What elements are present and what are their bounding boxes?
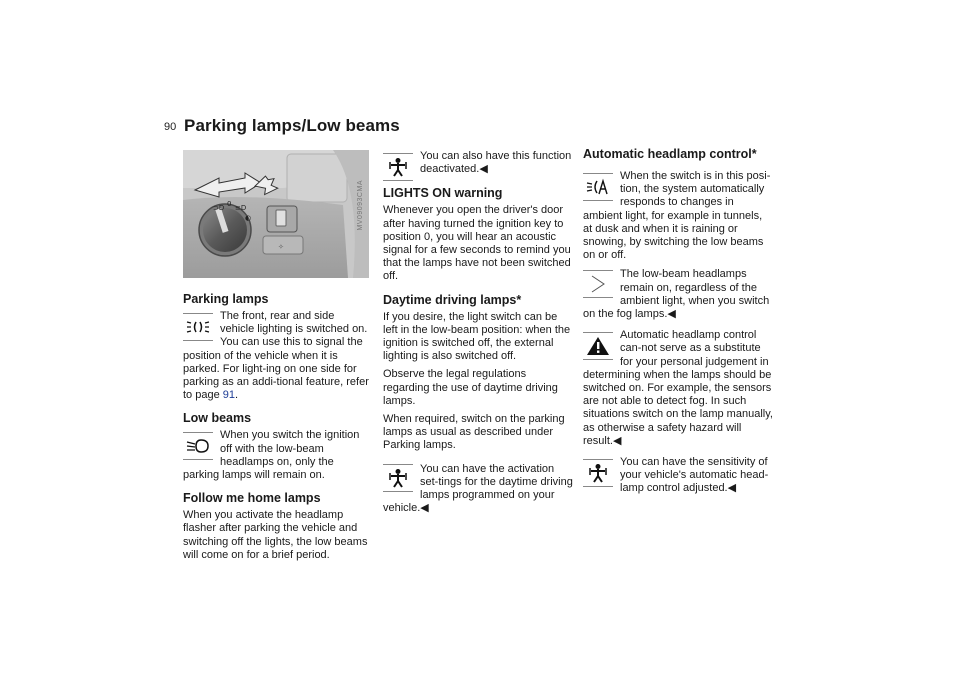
fog-lamp-note: The low-beam headlamps remain on, regardless of the ambient light, when you switch on the fog lamps.◀ bbox=[583, 268, 770, 321]
section-heading-automatic-headlamp-control: Automatic headlamp control* bbox=[583, 147, 757, 161]
svg-text:0: 0 bbox=[227, 200, 232, 208]
section-heading-follow-me-home: Follow me home lamps bbox=[183, 491, 321, 506]
svg-text:◐: ◐ bbox=[245, 214, 252, 222]
light-switch-illustration bbox=[183, 150, 369, 278]
safety-warning-text: Automatic headlamp control can-not serve as a substitute for your personal judgement in determining when the lamps should be switched on. For example, the sensors are not able to detect fog. In such situations switch on the lamp manually, as otherwise a safety hazard will result.◀ bbox=[583, 329, 773, 447]
daytime-text-3: When required, switch on the parking lamps as usual as described under Parking lamps. bbox=[383, 413, 565, 452]
service-person-icon bbox=[383, 464, 413, 492]
low-beam-icon bbox=[183, 432, 213, 460]
follow-me-home-text: When you activate the headlamp flasher after parking the vehicle and switching off the lights, the low beams will come on for a brief period. bbox=[183, 509, 368, 561]
low-beams-text: When you switch the ignition off with the low-beam headlamps on, only the parking lamps will remain on. bbox=[183, 429, 360, 482]
auto-headlamp-text: When the switch is in this posi-tion, the system automatically responds to changes in ambient light, for example in tunnels, at dusk and when it is raining or snowing, by switching the low beams on or off. bbox=[583, 170, 771, 262]
column-2 bbox=[383, 150, 573, 520]
lights-on-warning-text: Whenever you open the driver's door after having turned the ignition key to position 0, you will hear an acoustic signal for a few seconds to remind you that the lamps have not been switched off. bbox=[383, 204, 571, 283]
service-person-icon bbox=[583, 459, 613, 487]
column-1 bbox=[183, 150, 369, 567]
page-title: Parking lamps/Low beams bbox=[184, 116, 400, 135]
auto-headlamp-icon bbox=[583, 173, 613, 201]
light-switch-figure bbox=[183, 150, 369, 278]
svg-text:⊃D: ⊃D bbox=[213, 204, 225, 212]
sensitivity-adjust-note: You can have the sensitivity of your vehicle's automatic head-lamp control adjusted.◀ bbox=[620, 456, 769, 495]
page-ref-link[interactable]: 91 bbox=[222, 389, 236, 402]
parking-lamps-icon bbox=[183, 313, 213, 341]
svg-text:✧: ✧ bbox=[278, 243, 284, 251]
figure-code: MV09093CMA bbox=[356, 180, 364, 231]
section-heading-low-beams: Low beams bbox=[183, 411, 252, 426]
note-arrow-icon bbox=[583, 270, 613, 298]
warning-triangle-icon bbox=[583, 332, 613, 360]
section-heading-parking-lamps: Parking lamps bbox=[183, 292, 269, 306]
daytime-text-1: If you desire, the light switch can be left in the low-beam position: when the ignition is switched off, the external lighting is also switched off. bbox=[383, 310, 571, 363]
daytime-text-2: Observe the legal regulations regarding the use of daytime driving lamps. bbox=[383, 368, 558, 407]
section-heading-lights-on-warning: LIGHTS ON warning bbox=[383, 186, 503, 201]
parking-lamps-text: The front, rear and side vehicle lighting is switched on. You can use this to signal the position of the vehicle when it is parked. For light-ing on one side for parking as an addi-tional feature, refer to page 91. bbox=[183, 310, 369, 402]
daytime-programming-note: You can have the activation set-tings for the daytime driving lamps programmed on your vehicle.◀ bbox=[383, 462, 573, 515]
page-number: 90 bbox=[164, 121, 177, 133]
column-3 bbox=[583, 147, 773, 501]
service-person-icon bbox=[383, 153, 413, 181]
section-heading-daytime-driving-lamps: Daytime driving lamps* bbox=[383, 292, 522, 307]
deactivation-note: You can also have this function deactivated.◀ bbox=[420, 150, 572, 176]
svg-text:≡D: ≡D bbox=[235, 204, 247, 212]
